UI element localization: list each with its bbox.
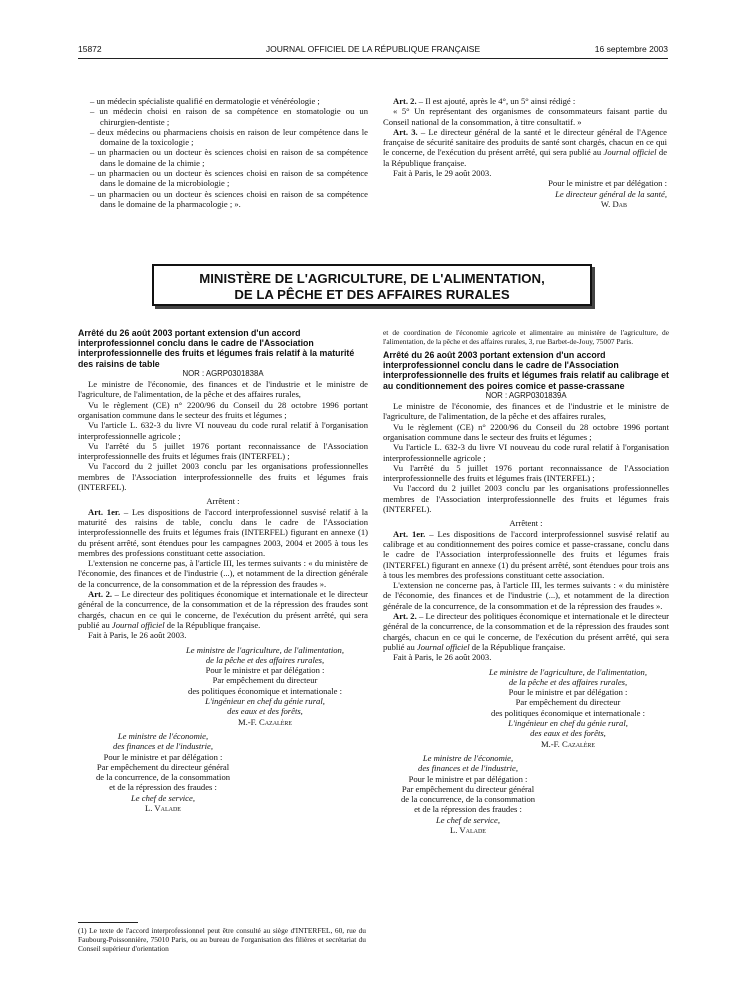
article-label: Art. 2. [393, 96, 417, 106]
signature-name: M.-F. Cazalère [540, 738, 596, 749]
top-right-text: Art. 2. – Il est ajouté, après le 4°, un 5° ainsi rédigé : « 5° Un représentant des organismes de consommateurs faisant partie du Conseil national de la consommation, à titre consultatif. » Art. 3. – Le directeur général de la santé et le directeur général de l'Agence française de sécurité sanitaire des produits de santé sont chargés, chacun en ce qui le concerne, de l'exécution du présent arrêté, qui sera publié au Journal officiel de la République française. Fait à Paris, le 29 août 2003. Pour le ministre et par délégation : Le directeur général de la santé, W. Dab [383, 96, 668, 209]
issue-date: 16 septembre 2003 [594, 44, 668, 54]
article-label: Art. 1er. [88, 506, 121, 517]
article-label: Art. 1er. [393, 528, 426, 539]
signature-block: Le ministre de l'agriculture, de l'alimentation, de la pêche et des affaires rurales, Pour le ministre et par délégation : Par empêchement du directeur des politiques économique et internationale : L'ingénieur en chef du génie rural, des eaux et des forêts, M.-F. Cazalère [383, 667, 669, 749]
arretent-label: Arrêtent : [206, 496, 240, 507]
ministry-box [152, 264, 592, 306]
list-item: – un pharmacien ou un docteur ès sciences choisi en raison de sa compétence dans le domaine de la microbiologie ; [90, 168, 368, 189]
decree-title: Arrêté du 26 août 2003 portant extension d'un accord interprofessionnel conclu dans le cadre de l'Association interprofessionnelle des fruits et légumes frais relatif à la maturité des raisins de table [78, 328, 355, 369]
footnote-rule [78, 922, 138, 923]
list-item: – un médecin choisi en raison de sa compétence en stomatologie ou un chirurgien-dentiste ; [90, 106, 368, 127]
decree-title: Arrêté du 26 août 2003 portant extension d'un accord interprofessionnel conclu dans le cadre de l'Association interprofessionnelle des fruits et légumes frais relatif au calibrage et au conditionnement des poires comice et passe-crassane [383, 350, 669, 391]
article-quote: « 5° Un représentant des organismes de consommateurs faisant partie du Conseil national de la consommation, à titre consultatif. » [383, 106, 667, 127]
journal-title: JOURNAL OFFICIEL DE LA RÉPUBLIQUE FRANÇAISE [265, 44, 481, 54]
list-item: – un pharmacien ou un docteur ès sciences choisi en raison de sa compétence dans le domaine de la chimie ; [90, 147, 368, 168]
article-label: Art. 2. [393, 611, 417, 622]
signature-name: L. Valade [450, 824, 486, 835]
article-text: – Il est ajouté, après le 4°, un 5° ainsi rédigé : [416, 96, 576, 106]
footnote: (1) Le texte de l'accord interprofessionnel peut être consulté au siège d'INTERFEL, 60, rue du Faubourg-Poissonnière, 75010 Paris, ou au bureau de l'organisation des filières et secrétariat du Conseil supérieur d'orientation [78, 926, 366, 953]
arretent-label: Arrêtent : [509, 518, 543, 529]
signature-line: Le directeur général de la santé, [555, 188, 667, 199]
signature-block: Le ministre de l'économie, des finances et de l'industrie, Pour le ministre et par délégation : Par empêchement du directeur général de la concurrence, de la consommation et de la répression des fraudes : Le chef de service, L. Valade [78, 731, 248, 813]
page-number: 15872 [78, 44, 102, 54]
done-at: Fait à Paris, le 29 août 2003. [393, 168, 492, 179]
right-column: et de coordination de l'économie agricole et alimentaire au ministère de l'agriculture, de l'alimentation, de la pêche et des affaires rurales, 3, rue Barbet-de-Jouy, 75007 Paris. Arrêté du 26 août 2003 portant extension d'un accord interprofessionnel conclu dans le cadre de l'Association interprofessionnelle des fruits et légumes frais relatif au calibrage et au conditionnement des poires comice et passe-crassane NOR : AGRP0301839A Le ministre de l'économie, des finances et de l'industrie et le ministre de l'agriculture, de l'alimentation, de la pêche et des affaires rurales, Vu le règlement (CE) n° 2200/96 du Conseil du 28 octobre 1996 portant organisation commune dans le secteur des fruits et légumes ; Vu l'article L. 632-3 du livre VI nouveau du code rural relatif à l'organisation interprofessionnelle agricole ; Vu l'arrêté du 5 juillet 1976 portant reconnaissance de l'Association interprofessionnelle des fruits et légumes frais (INTERFEL) ; Vu l'accord du 2 juillet 2003 conclu par les organisations professionnelles membres de l'Association interprofessionnelle des fruits et légumes frais (INTERFEL). Arrêtent : Art. 1er. – Les dispositions de l'accord interprofessionnel susvisé relatif au calibrage et au conditionnement des poires comice et passe-crassane, conclu dans le cadre de l'Association interprofessionnelle des fruits et légumes frais (INTERFEL) figurant en annexe (1) du présent arrêté, sont étendues pour trois ans à tous les membres des professions constituant cette association. L'extension ne concerne pas, à l'article III, les termes suivants : « du ministère de l'économie, des finances et de l'industrie (...), et notamment de la direction générale de la concurrence, de la consommation et de la répression des fraudes ». Art. 2. – Le directeur des politiques économique et internationale et le directeur général de la concurrence, de la consommation et de la répression des fraudes sont chargés, chacun en ce qui le concerne, de l'exécution du présent arrêté, qui sera publié au Journal officiel de la République française. Fait à Paris, le 26 août 2003. Le ministre de l'agriculture, de l'alimentation, de la pêche et des affaires rurales, Pour le ministre et par délégation : Par empêchement du directeur des politiques économique et internationale : L'ingénieur en chef du génie rural, des eaux et des forêts, M.-F. Cazalère Le ministre de l'économie, des finances et de l'industrie, Pour le ministre et par délégation : Par empêchement du directeur général de la concurrence, de la consommation et de la répression des fraudes : Le chef de service, L. Valade [383, 328, 669, 835]
header-rule [78, 58, 668, 59]
left-column: Arrêté du 26 août 2003 portant extension d'un accord interprofessionnel conclu dans le cadre de l'Association interprofessionnelle des fruits et légumes frais relatif à la maturité des raisins de table NOR : AGRP0301838A Le ministre de l'économie, des finances et de l'industrie et le ministre de l'agriculture, de l'alimentation, de la pêche et des affaires rurales, Vu le règlement (CE) n° 2200/96 du Conseil du 28 octobre 1996 portant organisation commune dans le secteur des fruits et légumes ; Vu l'article L. 632-3 du livre VI nouveau du code rural relatif à l'organisation interprofessionnelle agricole ; Vu l'arrêté du 5 juillet 1976 portant reconnaissance de l'Association interprofessionnelle des fruits et légumes frais (INTERFEL) ; Vu l'accord du 2 juillet 2003 conclu par les organisations professionnelles membres de l'Association interprofessionnelle des fruits et légumes frais (INTERFEL). Arrêtent : Art. 1er. – Les dispositions de l'accord interprofessionnel susvisé relatif à la maturité des raisins de table, conclu dans le cadre de l'Association interprofessionnelle des fruits et légumes frais (INTERFEL) figurant en annexe (1) du présent arrêté, sont étendues pour les campagnes 2003, 2004 et 2005 à tous les membres des professions constituant cette association. L'extension ne concerne pas, à l'article III, les termes suivants : « du ministère de l'économie, des finances et de l'industrie (...), et notamment de la direction générale de la concurrence, de la consommation et de la répression des fraudes ». Art. 2. – Le directeur des politiques économique et internationale et le directeur général de la concurrence, de la consommation et de la répression des fraudes sont chargés, chacun en ce qui le concerne, de l'exécution du présent arrêté, qui sera publié au Journal officiel de la République française. Fait à Paris, le 26 août 2003. Le ministre de l'agriculture, de l'alimentation, de la pêche et des affaires rurales, Pour le ministre et par délégation : Par empêchement du directeur des politiques économique et internationale : L'ingénieur en chef du génie rural, des eaux et des forêts, M.-F. Cazalère Le ministre de l'économie, des finances et de l'industrie, Pour le ministre et par délégation : Par empêchement du directeur général de la concurrence, de la consommation et de la répression des fraudes : Le chef de service, L. Valade [78, 328, 368, 813]
ministry-title-line1: MINISTÈRE DE L'AGRICULTURE, DE L'ALIMENTATION, [199, 271, 545, 286]
nor-reference: NOR : AGRP0301839A [485, 390, 567, 400]
signature-line: Pour le ministre et par délégation : [548, 178, 667, 189]
nor-reference: NOR : AGRP0301838A [182, 368, 264, 378]
done-at: Fait à Paris, le 26 août 2003. [88, 630, 187, 641]
done-at: Fait à Paris, le 26 août 2003. [393, 652, 492, 663]
footnote-continuation: et de coordination de l'économie agricole et alimentaire au ministère de l'agriculture, de l'alimentation, de la pêche et des affaires rurales, 3, rue Barbet-de-Jouy, 75007 Paris. [383, 328, 669, 346]
list-item: – un médecin spécialiste qualifié en dermatologie et vénéréologie ; [90, 96, 320, 106]
article-label: Art. 2. [88, 589, 113, 600]
signature-name: W. Dab [600, 198, 627, 209]
page-header [78, 44, 668, 56]
list-item: – deux médecins ou pharmaciens choisis en raison de leur compétence dans le domaine de la toxicologie ; [90, 126, 368, 148]
ministry-title-line2: DE LA PÊCHE ET DES AFFAIRES RURALES [234, 287, 510, 302]
signature-name: M.-F. Cazalère [237, 716, 293, 727]
signature-block: Le ministre de l'agriculture, de l'alimentation, de la pêche et des affaires rurales, Pour le ministre et par délégation : Par empêchement du directeur des politiques économique et internationale : L'ingénieur en chef du génie rural, des eaux et des forêts, M.-F. Cazalère [78, 645, 368, 727]
list-item: – un pharmacien ou un docteur ès sciences choisi en raison de sa compétence dans le domaine de la pharmacologie ; ». [90, 188, 368, 209]
article-label: Art. 3. [393, 126, 418, 137]
signature-block: Le ministre de l'économie, des finances et de l'industrie, Pour le ministre et par délégation : Par empêchement du directeur général de la concurrence, de la consommation et de la répression des fraudes : Le chef de service, L. Valade [383, 753, 553, 835]
top-left-list [90, 96, 368, 209]
signature-name: L. Valade [145, 802, 181, 813]
